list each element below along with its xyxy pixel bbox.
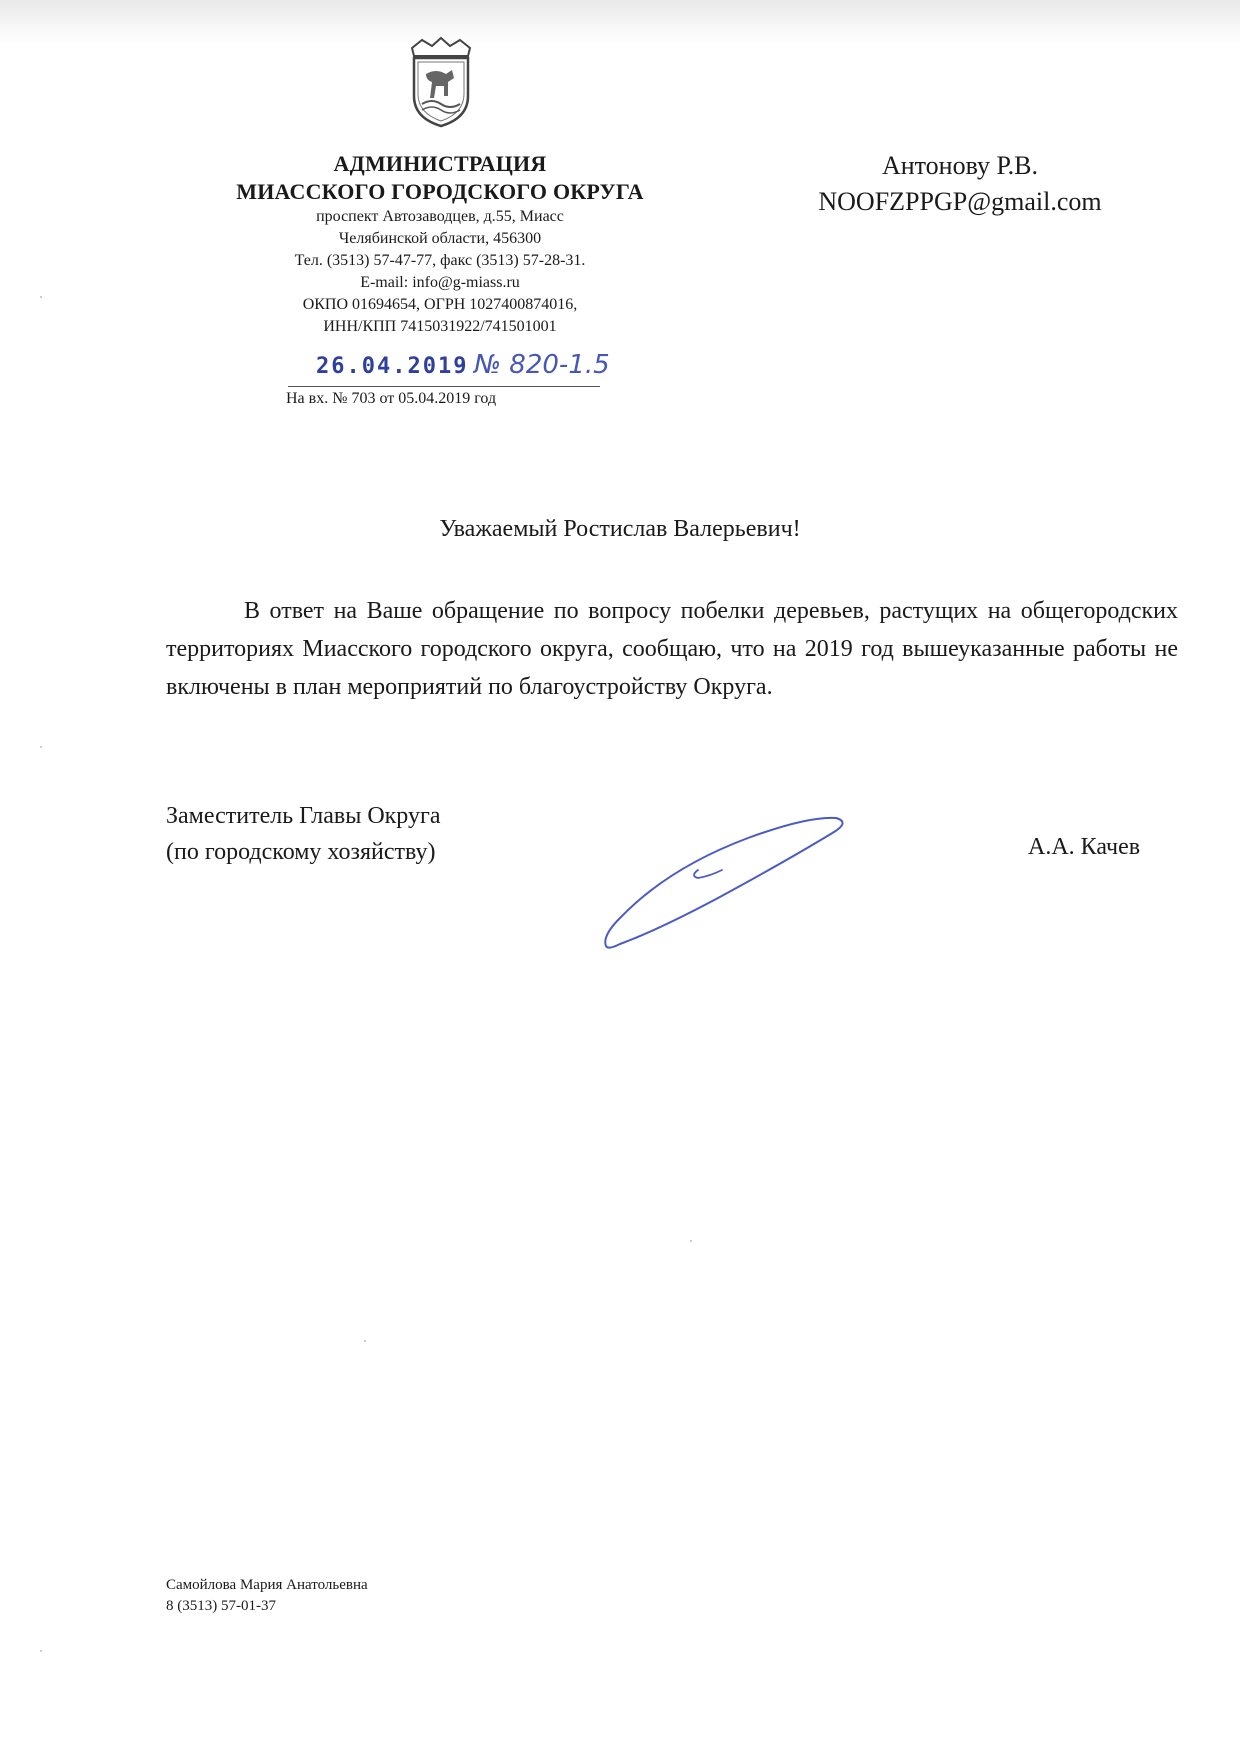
sender-phone: Тел. (3513) 57-47-77, факс (3513) 57-28-31.	[294, 252, 586, 269]
sender-block	[190, 150, 690, 338]
sender-org-name-line2: МИАССКОГО ГОРОДСКОГО ОКРУГА	[236, 179, 644, 204]
sender-email: E-mail: info@g-miass.ru	[360, 274, 520, 291]
signatory-position	[166, 798, 441, 870]
scan-speck	[690, 1240, 692, 1242]
signatory-position-line2: (по городскому хозяйству)	[166, 839, 436, 865]
handwritten-signature	[598, 808, 858, 954]
registration-number: № 820-1.5	[474, 350, 610, 380]
recipient-block	[790, 148, 1130, 220]
stamp-underline	[288, 386, 600, 387]
sender-codes: ОКПО 01694654, ОГРН 1027400874016,	[302, 296, 578, 313]
executor-block	[166, 1575, 368, 1617]
scan-speck	[40, 296, 42, 298]
executor-phone: 8 (3513) 57-01-37	[166, 1598, 276, 1614]
registration-date: 26.04.2019	[316, 354, 469, 379]
scan-speck	[40, 1650, 42, 1652]
sender-inn: ИНН/КПП 7415031922/741501001	[323, 318, 557, 335]
signatory-name: А.А. Качев	[1028, 834, 1141, 860]
sender-address-line2: Челябинской области, 456300	[338, 230, 542, 247]
scan-edge-shadow	[0, 0, 1240, 44]
coat-of-arms-emblem	[402, 34, 480, 130]
letter-body: В ответ на Ваше обращение по вопросу побелки деревьев, растущих на общегородских территориях Миасского городского округа, сообщаю, что на 2019 год вышеуказанные работы не включены в план мероприятий по благоустройству Округа.	[166, 598, 1178, 700]
sender-address: проспект Автозаводцев, д.55, Миасс	[316, 208, 564, 225]
incoming-reference: На вх. № 703 от 05.04.2019 год	[286, 390, 497, 407]
signatory-position-line1: Заместитель Главы Округа	[166, 803, 441, 829]
scan-speck	[364, 1340, 366, 1342]
executor-name: Самойлова Мария Анатольевна	[166, 1577, 368, 1593]
registration-stamp	[288, 350, 638, 390]
recipient-name: Антонову Р.В.	[881, 151, 1039, 180]
salutation: Уважаемый Ростислав Валерьевич!	[439, 516, 801, 542]
scan-speck	[40, 746, 42, 748]
recipient-email: NOOFZPPGP@gmail.com	[818, 187, 1102, 216]
sender-org-name: АДМИНИСТРАЦИЯ	[333, 151, 547, 176]
